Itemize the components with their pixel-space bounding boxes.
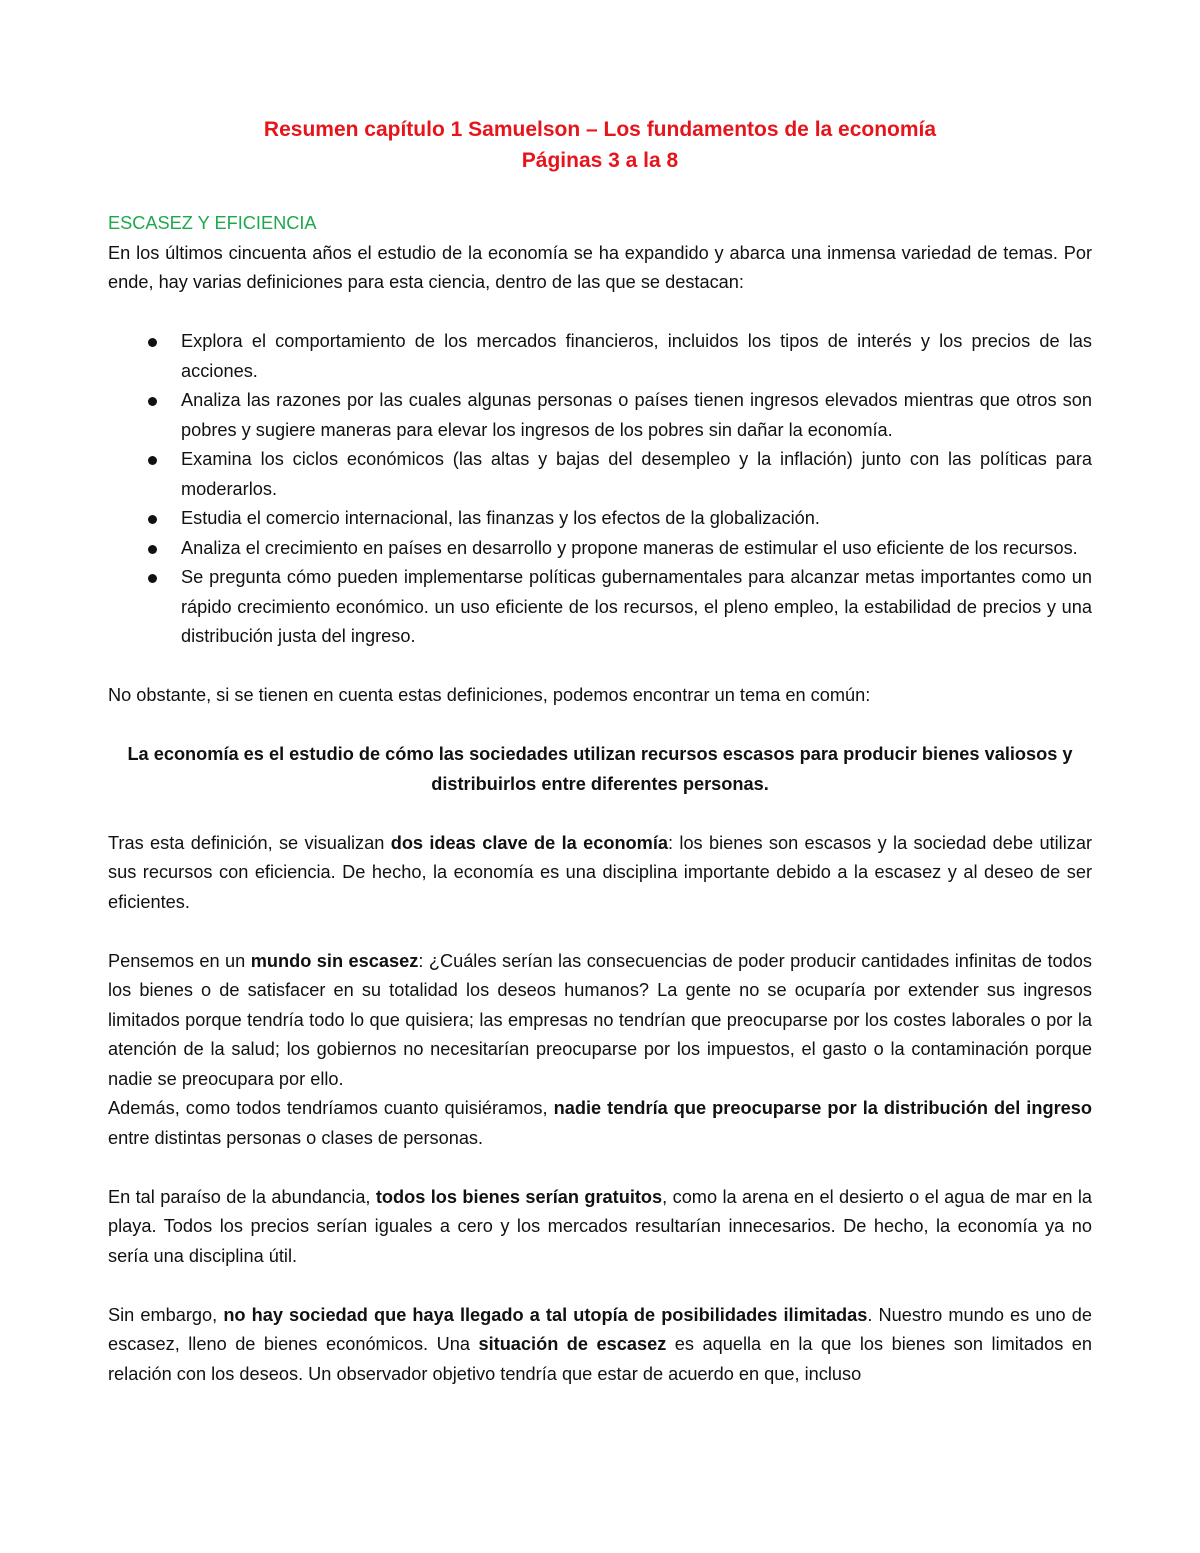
list-item: [108, 445, 1092, 504]
bullet-icon: [148, 456, 157, 465]
bullet-icon: [148, 574, 157, 583]
document-content: [108, 114, 1092, 1389]
list-item-text: Se pregunta cómo pueden implementarse políticas gubernamentales para alcanzar metas importantes como un rápido crecimiento económico. un uso eficiente de los recursos, el pleno empleo, la estabilidad de precios y una distribución justa del ingreso.: [181, 567, 1092, 646]
bullet-icon: [148, 515, 157, 524]
distribution-paragraph: Además, como todos tendríamos cuanto quisiéramos, nadie tendría que preocuparse por la distribución del ingreso entre distintas personas o clases de personas.: [108, 1098, 1092, 1148]
common-theme-paragraph: No obstante, si se tienen en cuenta estas definiciones, podemos encontrar un tema en común:: [108, 685, 871, 705]
list-item: [108, 327, 1092, 386]
key-ideas-paragraph: Tras esta definición, se visualizan dos ideas clave de la economía: los bienes son escasos y la sociedad debe utilizar sus recursos con eficiencia. De hecho, la economía es una disciplina importante debido a la escasez y al deseo de ser eficientes.: [108, 832, 1092, 912]
list-item-text: Analiza el crecimiento en países en desarrollo y propone maneras de estimular el uso eficiente de los recursos.: [181, 537, 1078, 558]
abundance-paragraph: En tal paraíso de la abundancia, todos los bienes serían gratuitos, como la arena en el desierto o el agua de mar en la playa. Todos los precios serían iguales a cero y los mercados resultarían innecesarios. De hecho, la economía ya no sería una disciplina útil.: [108, 1186, 1093, 1266]
economics-definition: La economía es el estudio de cómo las sociedades utilizan recursos escasos para producir bienes valiosos y distribuirlos entre diferentes personas.: [127, 744, 1073, 794]
world-without-scarcity-paragraph: Pensemos en un mundo sin escasez: ¿Cuáles serían las consecuencias de poder producir cantidades infinitas de todos los bienes o de satisfacer en su totalidad los deseos humanos? La gente no se ocuparía por extender sus ingresos limitados porque tendría todo lo que quisiera; las empresas no tendrían que preocuparse por los costes laborales o por la atención de la salud; los gobiernos no necesitarían preocuparse por los impuestos, el gasto o la contaminación porque nadie se preocupara por ello.: [108, 950, 1092, 1089]
bullet-icon: [148, 545, 157, 554]
list-item: [108, 534, 1092, 564]
list-item-text: Examina los ciclos económicos (las altas y bajas del desempleo y la inflación) junto con las políticas para moderarlos.: [181, 449, 1092, 499]
title-line-1: Resumen capítulo 1 Samuelson – Los fundamentos de la economía: [263, 118, 937, 141]
list-item-text: Explora el comportamiento de los mercados financieros, incluidos los tipos de interés y los precios de las acciones.: [181, 331, 1092, 381]
bullet-icon: [148, 338, 157, 347]
scarcity-paragraph: Sin embargo, no hay sociedad que haya llegado a tal utopía de posibilidades ilimitadas. Nuestro mundo es uno de escasez, lleno de bienes económicos. Una situación de escasez es aquella en la que los bienes son limitados en relación con los deseos. Un observador objetivo tendría que estar de acuerdo en que, incluso: [108, 1304, 1093, 1384]
list-item-text: Estudia el comercio internacional, las finanzas y los efectos de la globalización.: [181, 508, 820, 528]
list-item-text: Analiza las razones por las cuales algunas personas o países tienen ingresos elevados mientras que otros son pobres y sugiere maneras para elevar los ingresos de los pobres sin dañar la economía.: [181, 390, 1092, 440]
list-item: [108, 504, 1092, 534]
list-item: [108, 563, 1092, 652]
bullet-icon: [148, 397, 157, 406]
list-item: [108, 386, 1092, 445]
definitions-list: [108, 327, 1092, 652]
section-heading: ESCASEZ Y EFICIENCIA: [108, 213, 317, 233]
intro-paragraph: En los últimos cincuenta años el estudio de la economía se ha expandido y abarca una inmensa variedad de temas. Por ende, hay varias definiciones para esta ciencia, dentro de las que se destacan:: [108, 242, 1092, 292]
title-line-2: Páginas 3 a la 8: [521, 149, 679, 172]
document-title: [108, 114, 1092, 176]
